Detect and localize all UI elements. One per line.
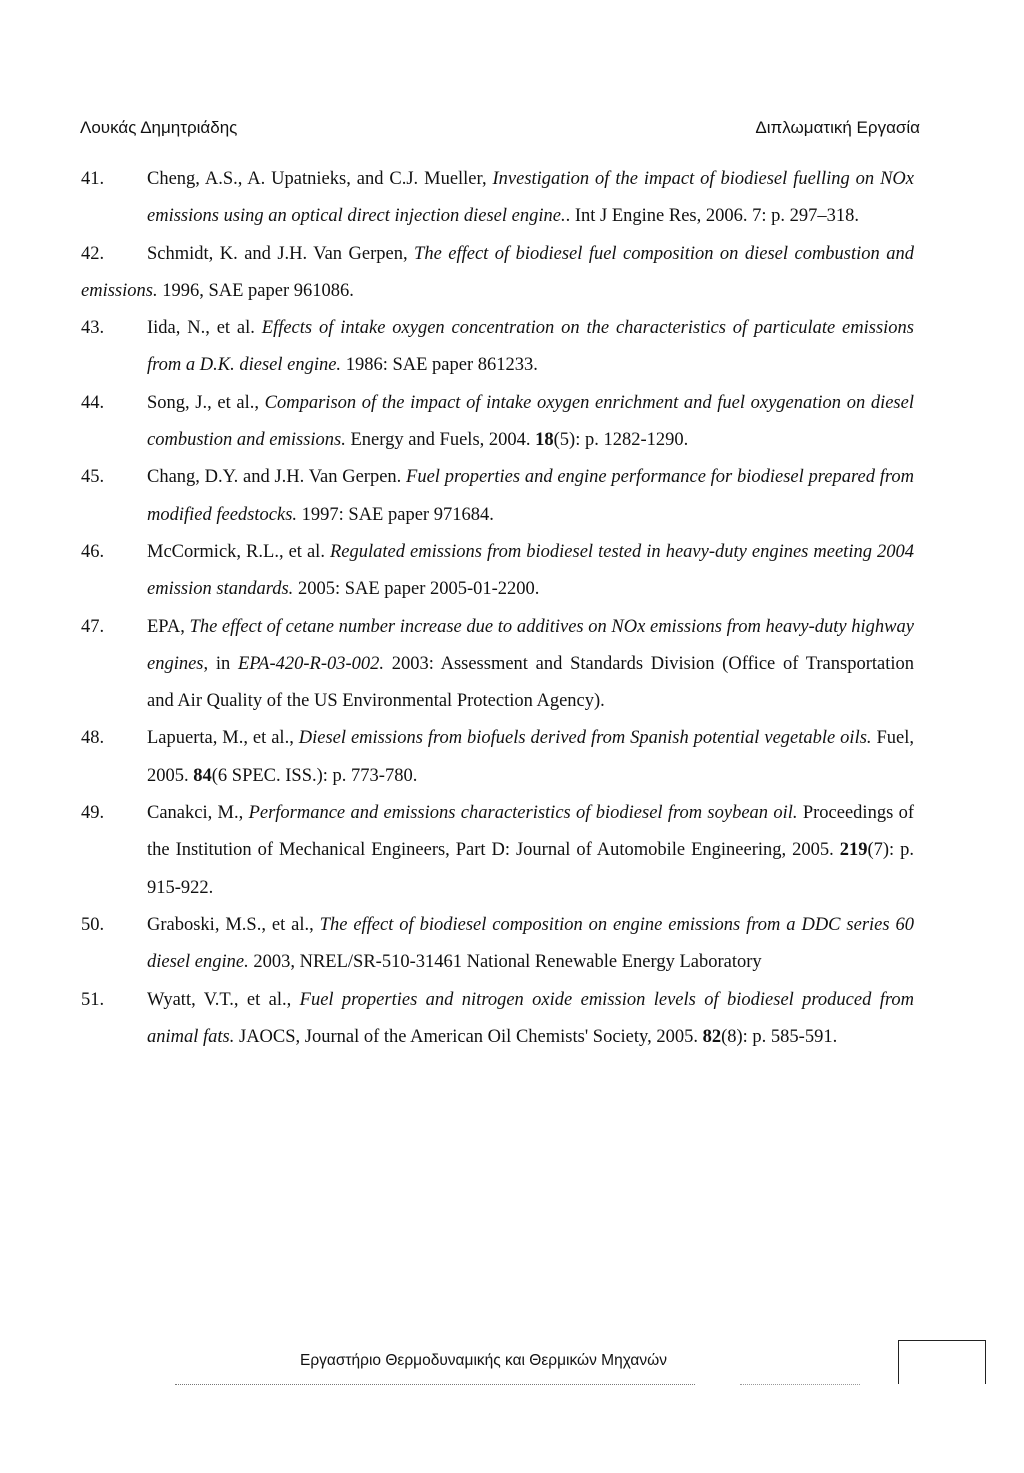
reference-item: [0, 609, 1024, 721]
page-box-right-edge: [985, 1340, 986, 1384]
reference-title: The effect of biodiesel composition on engine emissions from a DDC series 60 diesel engine.: [147, 914, 914, 973]
reference-number: 51.: [81, 989, 105, 1010]
reference-number: 45.: [81, 467, 105, 488]
reference-source: Fuel, 2005.: [147, 728, 914, 786]
reference-authors: Chang, D.Y. and J.H. Van Gerpen.: [147, 467, 407, 488]
reference-pages: (5): p. 1282-1290.: [553, 430, 689, 451]
reference-authors: Graboski, M.S., et al.,: [147, 914, 320, 935]
page-number-box: [898, 1340, 986, 1384]
reference-title: Comparison of the impact of intake oxygen enrichment and fuel oxygenation on diesel combustion and emissions.: [147, 392, 914, 451]
reference-source: 1997: SAE paper 971684.: [297, 504, 494, 525]
reference-item: [0, 534, 1024, 609]
reference-pages: (6 SPEC. ISS.): p. 773-780.: [211, 765, 418, 786]
reference-source: 1986: SAE paper 861233.: [341, 355, 538, 376]
reference-number: 41.: [81, 169, 105, 189]
reference-title: The effect of biodiesel fuel composition on diesel combustion and emissions.: [81, 243, 914, 301]
reference-authors: Wyatt, V.T., et al.,: [147, 989, 300, 1010]
reference-authors: Lapuerta, M., et al.,: [147, 728, 299, 749]
reference-source: JAOCS, Journal of the American Oil Chemists' Society, 2005.: [234, 1026, 703, 1047]
reference-authors: McCormick, R.L., et al.: [147, 541, 330, 562]
reference-source: Energy and Fuels, 2004.: [345, 430, 536, 451]
reference-source: 2005: SAE paper 2005-01-2200.: [293, 579, 540, 600]
reference-source: . Int J Engine Res, 2006. 7: p. 297–318.: [565, 206, 860, 227]
reference-authors: EPA,: [147, 616, 190, 637]
reference-title: The effect of cetane number increase due to additives on NOx emissions from heavy-duty highway engines: [147, 616, 914, 674]
reference-volume: 18: [535, 430, 554, 451]
page-box-top-edge: [898, 1340, 986, 1341]
reference-authors: Song, J., et al.,: [147, 392, 265, 413]
reference-number: 48.: [81, 728, 105, 749]
footer-divider: [175, 1384, 695, 1385]
reference-report-id: EPA-420-R-03-002.: [237, 653, 385, 674]
reference-title: Effects of intake oxygen concentration on the characteristics of particulate emissions from a D.K. diesel engine.: [147, 318, 914, 376]
reference-number: 50.: [81, 914, 105, 935]
reference-volume: 219: [839, 840, 868, 861]
header-author: Λουκάς Δημητριάδης: [80, 118, 238, 137]
reference-number: 43.: [81, 318, 105, 339]
reference-number: 49.: [81, 803, 105, 824]
reference-number: 46.: [81, 541, 105, 562]
reference-title: Fuel properties and engine performance for biodiesel prepared from modified feedstocks.: [147, 467, 914, 525]
reference-item: [0, 161, 1024, 236]
reference-item: [0, 720, 1024, 795]
reference-title: Regulated emissions from biodiesel tested in heavy-duty engines meeting 2004 emission standards.: [147, 541, 914, 600]
reference-number: 44.: [81, 392, 105, 413]
reference-title: Performance and emissions characteristics of biodiesel from soybean oil.: [248, 803, 798, 824]
reference-title: Fuel properties and nitrogen oxide emission levels of biodiesel produced from animal fats.: [147, 989, 914, 1047]
reference-pages: (8): p. 585-591.: [721, 1026, 838, 1047]
reference-authors: Iida, N., et al.: [147, 318, 262, 339]
reference-pages: (7): p. 915-922.: [147, 840, 915, 898]
reference-volume: 84: [193, 765, 212, 786]
reference-item: [0, 982, 1024, 1057]
reference-source: 1996, SAE paper 961086.: [157, 280, 354, 301]
reference-item: [0, 310, 1024, 385]
page-header: [80, 118, 920, 146]
header-doc-type: Διπλωματική Εργασία: [755, 118, 920, 137]
reference-item: [0, 795, 1024, 907]
reference-list: [0, 161, 1024, 1056]
reference-authors: Cheng, A.S., A. Upatnieks, and C.J. Mueller,: [147, 169, 493, 189]
reference-item: [0, 385, 1024, 460]
footer-divider-short: [740, 1384, 860, 1385]
reference-source: Proceedings of the Institution of Mechanical Engineers, Part D: Journal of Automobile Engineering, 2005.: [147, 803, 914, 861]
reference-title: Diesel emissions from biofuels derived from Spanish potential vegetable oils.: [298, 728, 872, 749]
reference-item: [0, 907, 1024, 982]
footer-lab-name: Εργαστήριο Θερμοδυναμικής και Θερμικών Μηχανών: [300, 1352, 667, 1369]
reference-number: 47.: [81, 616, 105, 637]
reference-authors: Schmidt, K. and J.H. Van Gerpen,: [147, 243, 415, 264]
reference-source: , in: [203, 653, 238, 674]
reference-item: [0, 236, 1024, 311]
reference-publisher: 2003: Assessment and Standards Division (Office of Transportation and Air Quality of the US Environmental Protection Agency).: [147, 653, 914, 712]
reference-item: [0, 459, 1024, 534]
page-box-left-edge: [898, 1340, 899, 1384]
reference-authors: Canakci, M.,: [147, 803, 249, 824]
reference-number: 42.: [81, 243, 105, 264]
reference-volume: 82: [702, 1026, 722, 1047]
reference-source: 2003, NREL/SR-510-31461 National Renewable Energy Laboratory: [248, 952, 762, 973]
reference-title: Investigation of the impact of biodiesel fuelling on NOx emissions using an optical direct injection diesel engine.: [147, 169, 914, 227]
